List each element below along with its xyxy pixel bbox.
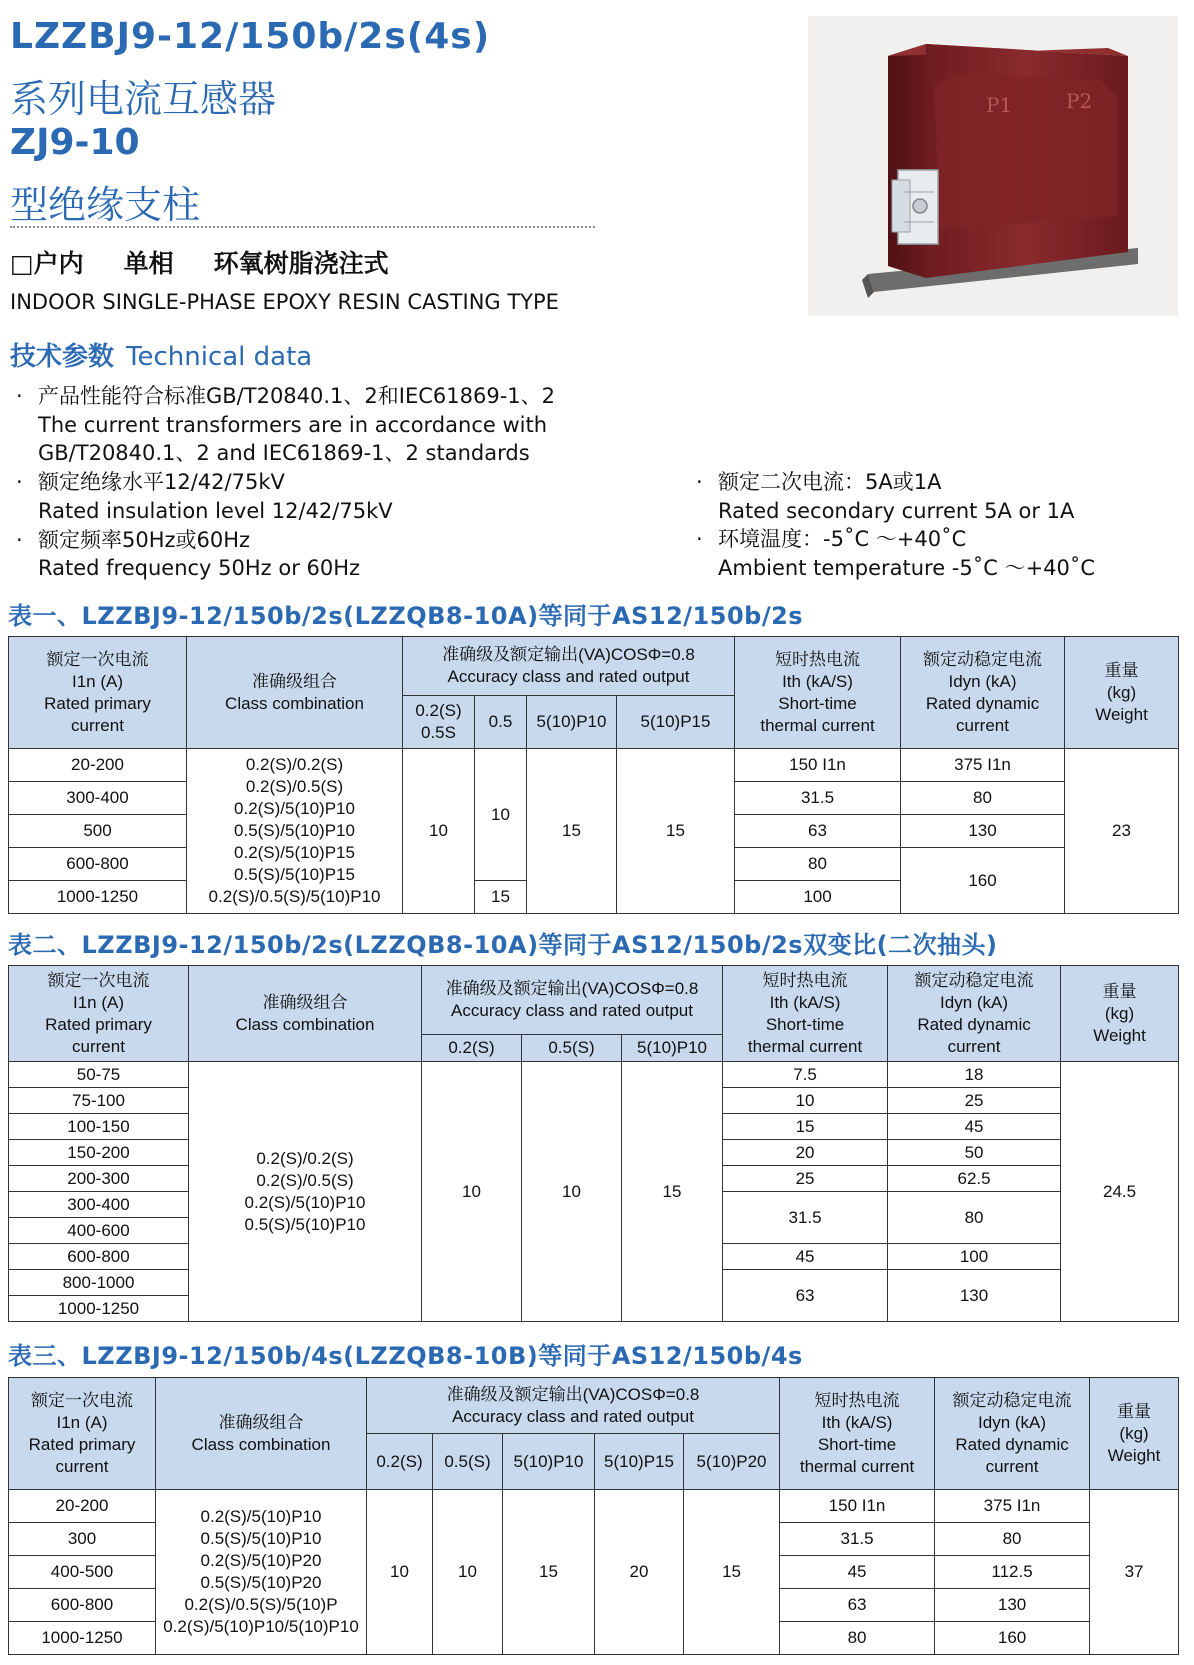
spec-standard [12,382,555,468]
primary-cell: 50-75 [9,1062,189,1088]
primary-cell: 20-200 [9,1490,156,1523]
thermal-cell: 63 [735,815,901,848]
thermal-cell: 25 [723,1166,888,1192]
header-class-02s: 0.2(S) 0.5S [403,696,475,749]
header-dynamic-current: 额定动稳定电流 Idyn (kA) Rated dynamic current [888,966,1061,1062]
header-class-02s: 0.2(S) [422,1035,522,1062]
spec-insulation [12,468,555,525]
spec-text: GB/T20840.1、2 and IEC61869-1、2 standards [38,441,530,466]
thermal-cell: 63 [780,1589,935,1622]
header-rated-primary: 额定一次电流 I1n (A) Rated primary current [9,966,189,1062]
product-title-insulator: 型绝缘支柱 [10,183,201,227]
thermal-cell: 15 [723,1114,888,1140]
header-class-p15: 5(10)P15 [595,1434,684,1490]
spec-frequency [12,526,555,583]
dynamic-cell: 130 [888,1270,1061,1322]
output-02s-cell: 10 [403,749,475,914]
primary-cell: 150-200 [9,1140,189,1166]
primary-cell: 400-600 [9,1218,189,1244]
header-dynamic-current: 额定动稳定电流 Idyn (kA) Rated dynamic current [935,1378,1090,1490]
header-class-combination: 准确级组合 Class combination [189,966,422,1062]
header-class-combination: 准确级组合 Class combination [156,1378,367,1490]
combination-cell: 0.2(S)/0.2(S) 0.2(S)/0.5(S) 0.2(S)/5(10)P10 0.5(S)/5(10)P10 [189,1062,422,1322]
section-technical-data [10,336,312,373]
dynamic-cell: 80 [888,1192,1061,1244]
product-title-model: LZZBJ9-12/150b/2s(4s) [10,16,491,57]
thermal-cell: 20 [723,1140,888,1166]
thermal-cell: 31.5 [780,1523,935,1556]
header-accuracy: 准确级及额定输出(VA)COSΦ=0.8 Accuracy class and rated output [403,637,735,696]
weight-cell: 37 [1090,1490,1179,1655]
header-class-05s: 0.5(S) [433,1434,503,1490]
header-class-p10: 5(10)P10 [622,1035,723,1062]
spec-text: 额定二次电流：5A或1A [718,470,942,494]
combination-cell: 0.2(S)/5(10)P10 0.5(S)/5(10)P10 0.2(S)/5(10)P20 0.5(S)/5(10)P20 0.2(S)/0.5(S)/5(10)P 0.2(S)/5(10)P10/5(10)P10 [156,1490,367,1655]
spec-temperature [692,525,1095,582]
output-05s-cell: 10 [433,1490,503,1655]
output-02s-cell: 10 [367,1490,433,1655]
spec-secondary-current [692,468,1095,525]
bullet-dot: · [696,470,703,494]
spec-text: Rated frequency 50Hz or 60Hz [38,556,361,581]
dynamic-cell: 375 I1n [935,1490,1090,1523]
primary-cell: 1000-1250 [9,1296,189,1322]
output-05-cell: 10 [475,749,527,881]
primary-cell: 400-500 [9,1556,156,1589]
combination-cell: 0.2(S)/0.2(S) 0.2(S)/0.5(S) 0.2(S)/5(10)P10 0.5(S)/5(10)P10 0.2(S)/5(10)P15 0.5(S)/5(10)P15 0.2(S)/0.5(S)/5(10)P10 [187,749,403,914]
primary-cell: 600-800 [9,848,187,881]
primary-cell: 300-400 [9,1192,189,1218]
spec-text: 环境温度：-5˚C ～+40˚C [718,527,967,552]
thermal-cell: 80 [780,1622,935,1655]
header-class-combination: 准确级组合 Class combination [187,637,403,749]
primary-cell: 500 [9,815,187,848]
spec-text: The current transformers are in accordance with [38,412,548,437]
header-class-05s: 0.5(S) [522,1035,622,1062]
primary-cell: 100-150 [9,1114,189,1140]
product-photo [808,16,1178,316]
header-class-p10: 5(10)P10 [527,696,617,749]
dynamic-cell: 160 [901,848,1065,914]
header-thermal-current: 短时热电流 Ith (kA/S) Short-time thermal current [723,966,888,1062]
header-weight: 重量 (kg) Weight [1065,637,1179,749]
dynamic-cell: 375 I1n [901,749,1065,782]
header-class-05: 0.5 [475,696,527,749]
output-p20-cell: 15 [684,1490,780,1655]
output-p15-cell: 20 [595,1490,684,1655]
header-accuracy: 准确级及额定输出(VA)COSΦ=0.8 Accuracy class and rated output [422,966,723,1035]
output-05s-cell: 10 [522,1062,622,1322]
weight-cell: 23 [1065,749,1179,914]
spec-text: Rated secondary current 5A or 1A [718,498,1075,523]
output-p10-cell: 15 [503,1490,595,1655]
dynamic-cell: 80 [935,1523,1090,1556]
spec-text: 额定频率50Hz或60Hz [38,527,251,552]
type-single-phase: 单相 [123,249,174,278]
table3-title: 表三、LZZBJ9-12/150b/4s(LZZQB8-10B)等同于AS12/150b/4s [8,1342,803,1370]
header-dynamic-current: 额定动稳定电流 Idyn (kA) Rated dynamic current [901,637,1065,749]
dynamic-cell: 130 [901,815,1065,848]
thermal-cell: 10 [723,1088,888,1114]
bullet-dot: · [16,470,23,495]
header-class-p15: 5(10)P15 [617,696,735,749]
dynamic-cell: 18 [888,1062,1061,1088]
dynamic-cell: 130 [935,1589,1090,1622]
dynamic-cell: 160 [935,1622,1090,1655]
section-title-en: Technical data [126,342,313,372]
header-thermal-current: 短时热电流 Ith (kA/S) Short-time thermal current [735,637,901,749]
dynamic-cell: 80 [901,782,1065,815]
header-thermal-current: 短时热电流 Ith (kA/S) Short-time thermal current [780,1378,935,1490]
thermal-cell: 31.5 [723,1192,888,1244]
header-class-p10: 5(10)P10 [503,1434,595,1490]
thermal-cell: 100 [735,881,901,914]
output-p10-cell: 15 [622,1062,723,1322]
product-title-series: 系列电流互感器 [10,77,277,121]
type-chinese [10,244,429,280]
header-rated-primary: 额定一次电流 I1n (A) Rated primary current [9,637,187,749]
type-indoor: □户内 [10,249,84,278]
header-weight: 重量 (kg) Weight [1061,966,1179,1062]
bullet-dot: · [696,527,703,552]
thermal-cell: 45 [723,1244,888,1270]
header-class-02s: 0.2(S) [367,1434,433,1490]
header-class-p20: 5(10)P20 [684,1434,780,1490]
thermal-cell: 45 [780,1556,935,1589]
primary-cell: 600-800 [9,1589,156,1622]
terminal-label-p2: P2 [1066,89,1093,113]
bullet-dot: · [16,527,23,552]
table2-title: 表二、LZZBJ9-12/150b/2s(LZZQB8-10A)等同于AS12/150b/2s双变比(二次抽头) [8,931,998,959]
specs-right [692,468,1095,583]
thermal-cell: 150 I1n [780,1490,935,1523]
dynamic-cell: 100 [888,1244,1061,1270]
terminal-label-p1: P1 [986,93,1013,117]
section-title-cn: 技术参数 [10,342,115,372]
output-p10-cell: 15 [527,749,617,914]
output-05-cell: 15 [475,881,527,914]
thermal-cell: 63 [723,1270,888,1322]
specs-left [12,382,555,583]
spec-text: 额定绝缘水平12/42/75kV [38,470,285,495]
spec-text: 产品性能符合标准GB/T20840.1、2和IEC61869-1、2 [38,384,556,408]
dynamic-cell: 25 [888,1088,1061,1114]
primary-cell: 300 [9,1523,156,1556]
spec-text: Ambient temperature -5˚C ～+40˚C [718,556,1096,581]
thermal-cell: 7.5 [723,1062,888,1088]
primary-cell: 1000-1250 [9,1622,156,1655]
dynamic-cell: 50 [888,1140,1061,1166]
spec-text: Rated insulation level 12/42/75kV [38,498,393,523]
dynamic-cell: 62.5 [888,1166,1061,1192]
primary-cell: 20-200 [9,749,187,782]
weight-cell: 24.5 [1061,1062,1179,1322]
primary-cell: 300-400 [9,782,187,815]
header-rated-primary: 额定一次电流 I1n (A) Rated primary current [9,1378,156,1490]
thermal-cell: 150 I1n [735,749,901,782]
primary-cell: 75-100 [9,1088,189,1114]
dynamic-cell: 45 [888,1114,1061,1140]
product-title-model-2: ZJ9-10 [10,122,140,163]
table2 [8,965,1179,1322]
output-p15-cell: 15 [617,749,735,914]
table1 [8,636,1179,914]
dotted-divider [10,226,595,228]
header-weight: 重量 (kg) Weight [1090,1378,1179,1490]
header-accuracy: 准确级及额定输出(VA)COSΦ=0.8 Accuracy class and rated output [367,1378,780,1434]
type-epoxy: 环氧树脂浇注式 [213,249,389,278]
type-english: INDOOR SINGLE-PHASE EPOXY RESIN CASTING TYPE [10,290,559,314]
thermal-cell: 31.5 [735,782,901,815]
bullet-dot: · [16,384,23,408]
table3 [8,1377,1179,1655]
thermal-cell: 80 [735,848,901,881]
primary-cell: 800-1000 [9,1270,189,1296]
primary-cell: 200-300 [9,1166,189,1192]
dynamic-cell: 112.5 [935,1556,1090,1589]
primary-cell: 1000-1250 [9,881,187,914]
output-02s-cell: 10 [422,1062,522,1322]
table1-title: 表一、LZZBJ9-12/150b/2s(LZZQB8-10A)等同于AS12/150b/2s [8,602,804,630]
primary-cell: 600-800 [9,1244,189,1270]
